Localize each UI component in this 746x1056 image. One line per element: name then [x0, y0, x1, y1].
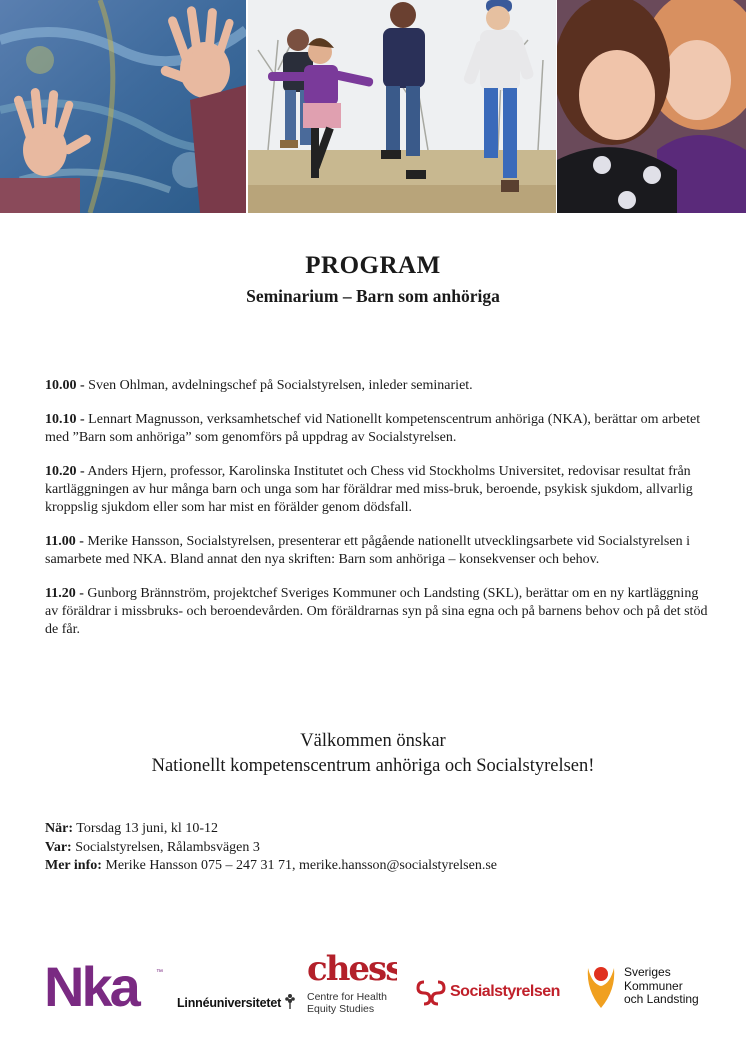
- program-schedule: [45, 377, 715, 655]
- schedule-text: Sven Ohlman, avdelningschef på Socialstyrelsen, inleder seminariet.: [84, 378, 473, 393]
- photo-hands-on-painted-wall: [0, 0, 246, 213]
- schedule-item: [45, 533, 715, 569]
- schedule-item: [45, 411, 715, 447]
- partner-logos: [0, 940, 746, 1030]
- info-when-label: När:: [45, 821, 73, 836]
- info-more-value: Merike Hansson 075 – 247 31 71, merike.hansson@socialstyrelsen.se: [101, 858, 497, 873]
- chess-logo: [307, 950, 397, 1015]
- skl-logo: [584, 960, 699, 1010]
- schedule-time: 10.10 -: [45, 412, 85, 427]
- info-when-value: Torsdag 13 juni, kl 10-12: [73, 821, 218, 836]
- info-more-label: Mer info:: [45, 858, 102, 873]
- schedule-text: Lennart Magnusson, verksamhetschef vid Nationellt kompetenscentrum anhöriga (NKA), berättar om arbetet med ”Barn som anhöriga” som genomförs på uppdrag av Socialstyrelsen.: [45, 412, 701, 445]
- welcome-line-2: Nationellt kompetenscentrum anhöriga och Socialstyrelsen!: [151, 756, 595, 776]
- schedule-item: [45, 377, 715, 395]
- schedule-item: [45, 585, 715, 639]
- schedule-time: 11.20 -: [45, 586, 84, 601]
- chess-subtitle-line-2: Equity Studies: [307, 1003, 375, 1015]
- skl-line-3: och Landsting: [624, 992, 699, 1006]
- schedule-time: 11.00 -: [45, 534, 84, 549]
- schedule-text: Merike Hansson, Socialstyrelsen, presenterar ett pågående nationellt utvecklingsarbete vid Socialstyrelsen i samarbete med NKA. Bland annat den nya skriften: Barn som anhöriga – konsekvenser och behov.: [45, 534, 690, 567]
- socialstyrelsen-emblem-icon: [416, 978, 446, 1006]
- skl-line-2: Kommuner: [624, 978, 683, 993]
- info-where-value: Socialstyrelsen, Rålambsvägen 3: [71, 839, 260, 855]
- page-subtitle: Seminarium – Barn som anhöriga: [246, 286, 500, 306]
- tree-icon: [284, 993, 296, 1012]
- nka-logo-text: Nka: [44, 960, 138, 1012]
- linneuniversitetet-logo-text: Linnéuniversitetet: [177, 996, 282, 1010]
- schedule-item: [45, 463, 715, 517]
- chess-subtitle-line-1: Centre for Health: [307, 991, 387, 1003]
- info-where: [45, 839, 497, 858]
- photo-kids-running: [248, 0, 556, 213]
- schedule-time: 10.20 -: [45, 464, 85, 479]
- header-photo-strip: [0, 0, 746, 213]
- linneuniversitetet-logo: [177, 993, 296, 1012]
- skl-logo-text: [624, 966, 699, 1007]
- socialstyrelsen-logo: [416, 978, 560, 1006]
- nka-tm-mark: ™: [156, 969, 163, 976]
- photo-two-smiling-girls: [557, 0, 746, 213]
- nka-logo: [44, 960, 169, 1017]
- socialstyrelsen-logo-text: Socialstyrelsen: [450, 983, 560, 1000]
- info-when: [45, 820, 497, 839]
- event-info: [45, 820, 497, 876]
- schedule-text: Anders Hjern, professor, Karolinska Institutet och Chess vid Stockholms Universitet, redovisar resultat från kartläggningen av hur många barn och unga som har föräldrar med miss-bruk, beroende, psykisk sjukdom, allvarlig kroppslig sjukdom eller som har mist en förälder genom dödsfall.: [45, 464, 693, 515]
- chess-logo-text: chess: [307, 950, 397, 984]
- skl-line-1: Sveriges: [624, 965, 671, 979]
- schedule-text: Gunborg Brännström, projektchef Sveriges Kommuner och Landsting (SKL), berättar om en ny kartläggning av föräldrar i missbruks- och beroendevården. Om föräldrarnas syn på sina egna och på barnens behov och på det stöd de får.: [45, 586, 708, 637]
- skl-figure-icon: [584, 960, 618, 1010]
- welcome-message: [0, 729, 746, 779]
- schedule-time: 10.00 -: [45, 378, 85, 393]
- page-title: PROGRAM: [305, 252, 441, 279]
- info-where-label: Var:: [45, 839, 72, 855]
- chess-logo-subtitle: [307, 991, 397, 1015]
- info-more: [45, 857, 497, 876]
- welcome-line-1: Välkommen önskar: [300, 731, 446, 751]
